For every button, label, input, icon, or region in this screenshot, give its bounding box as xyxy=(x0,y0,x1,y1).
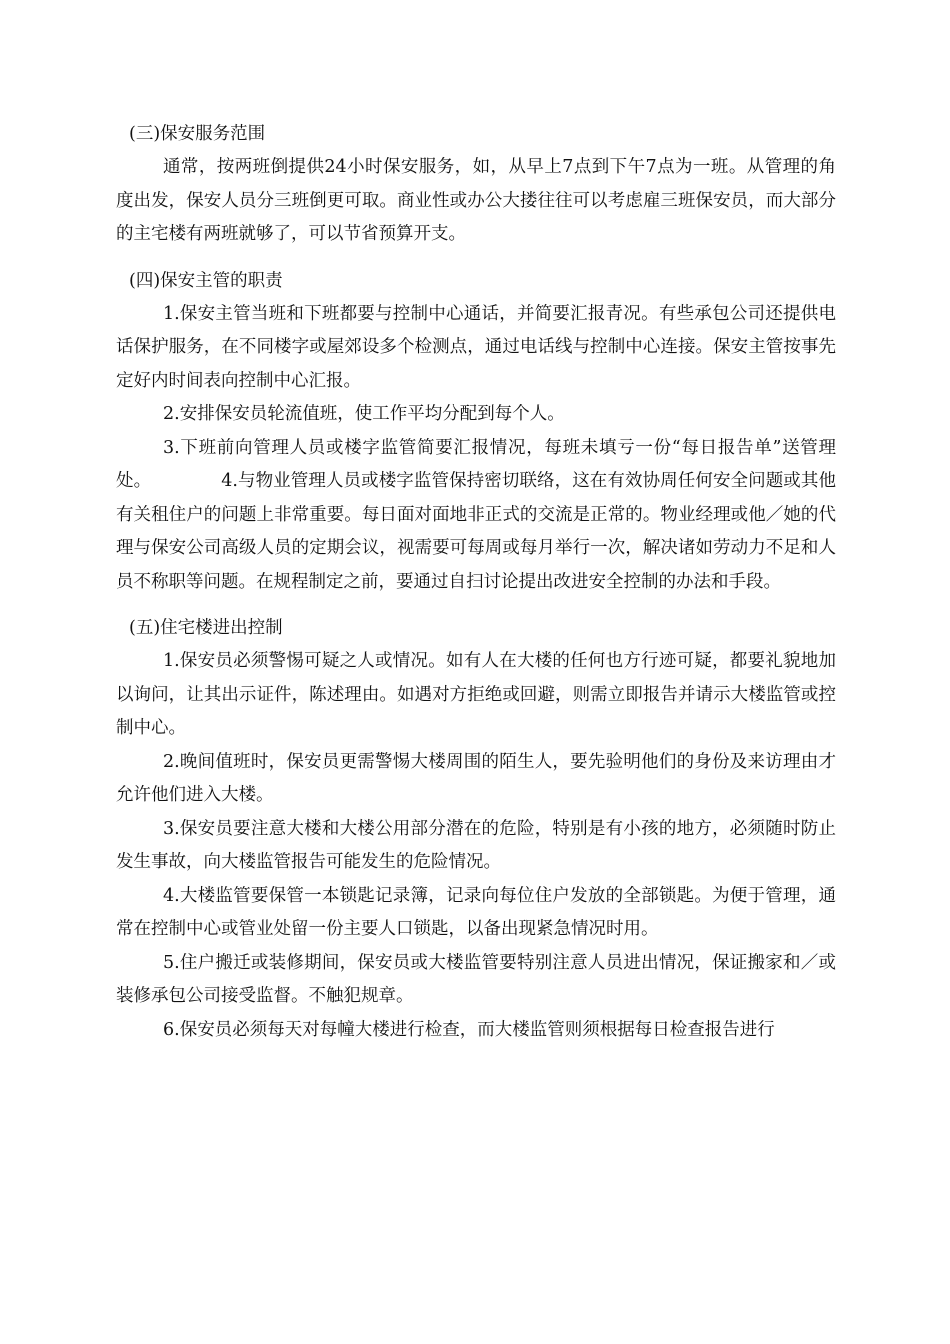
section-heading: (四)保安主管的职责 xyxy=(129,270,283,291)
paragraph: 2.晚间值班时，保安员更需警惕大楼周围的陌生人，要先验明他们的身份及来访理由才允许他们进入大楼。 xyxy=(116,751,836,805)
document-body xyxy=(116,117,836,1047)
paragraph-part: 3.下班前向管理人员或楼字监管简要汇报情况，每班未填亏一份“每日报告单”送管理处。 xyxy=(116,437,836,491)
section-heading: (五)住宅楼进出控制 xyxy=(129,618,283,638)
paragraph: 2.安排保安员轮流值班，使工作平均分配到每个人。 xyxy=(163,404,565,424)
paragraph: 6.保安员必须每天对每幢大楼进行检查，而大楼监管则须根据每日检查报告进行 xyxy=(163,1019,775,1040)
section-access-control xyxy=(116,611,836,1047)
paragraph: 5.住户搬迁或装修期间，保安员或大楼监管要特别注意人员进出情况，保证搬家和／或装修承包公司接受监督。不触犯规章。 xyxy=(116,952,836,1006)
paragraph-part: 4.与物业管理人员或楼字监管保持密切联络，这在有效协周任何安全问题或其他有关租住户的问题上非常重要。每日面对面地非正式的交流是正常的。物业经理或他／她的代理与保安公司高级人员的定期会议，视需要可每周或每月举行一次，解决诸如劳动力不足和人员不称职等问题。在规程制定之前，要通过自扫讨论提出改进安全控制的办法和手段。 xyxy=(116,471,836,592)
paragraph: 通常，按两班倒提供24小时保安服务，如，从早上7点到下午7点为一班。从管理的角度出发，保安人员分三班倒更可取。商业性或办公大搂往往可以考虑雇三班保安员，而大部分的主宅楼有两班就够了，可以节省预算开支。 xyxy=(116,157,836,244)
paragraph: 1.保安员必须警惕可疑之人或情况。如有人在大楼的任何也方行迹可疑，都要礼貌地加以询问，让其出示证件，陈述理由。如遇对方拒绝或回避，则需立即报告并请示大楼监管或控制中心。 xyxy=(116,651,836,738)
section-security-scope xyxy=(116,117,836,252)
section-heading: (三)保安服务范围 xyxy=(129,124,266,144)
paragraph: 1.保安主管当班和下班都要与控制中心通话，并简要汇报青况。有些承包公司还提供电话保护服务，在不同楼字或屋郊设多个检测点，通过电话线与控制中心连接。保安主管按事先定好内时间表向控制中心汇报。 xyxy=(116,303,836,391)
paragraph-combined xyxy=(116,432,836,600)
paragraph: 3.保安员要注意大楼和大楼公用部分潜在的危险，特别是有小孩的地方，必须随时防止发生事故，向大楼监管报告可能发生的危险情况。 xyxy=(116,818,836,872)
section-supervisor-duties xyxy=(116,264,836,600)
paragraph: 4.大楼监管要保管一本锁匙记录簿，记录向每位住户发放的全部锁匙。为便于管理，通常在控制中心或管业处留一份主要人口锁匙，以备出现紧急情况时用。 xyxy=(116,885,836,939)
